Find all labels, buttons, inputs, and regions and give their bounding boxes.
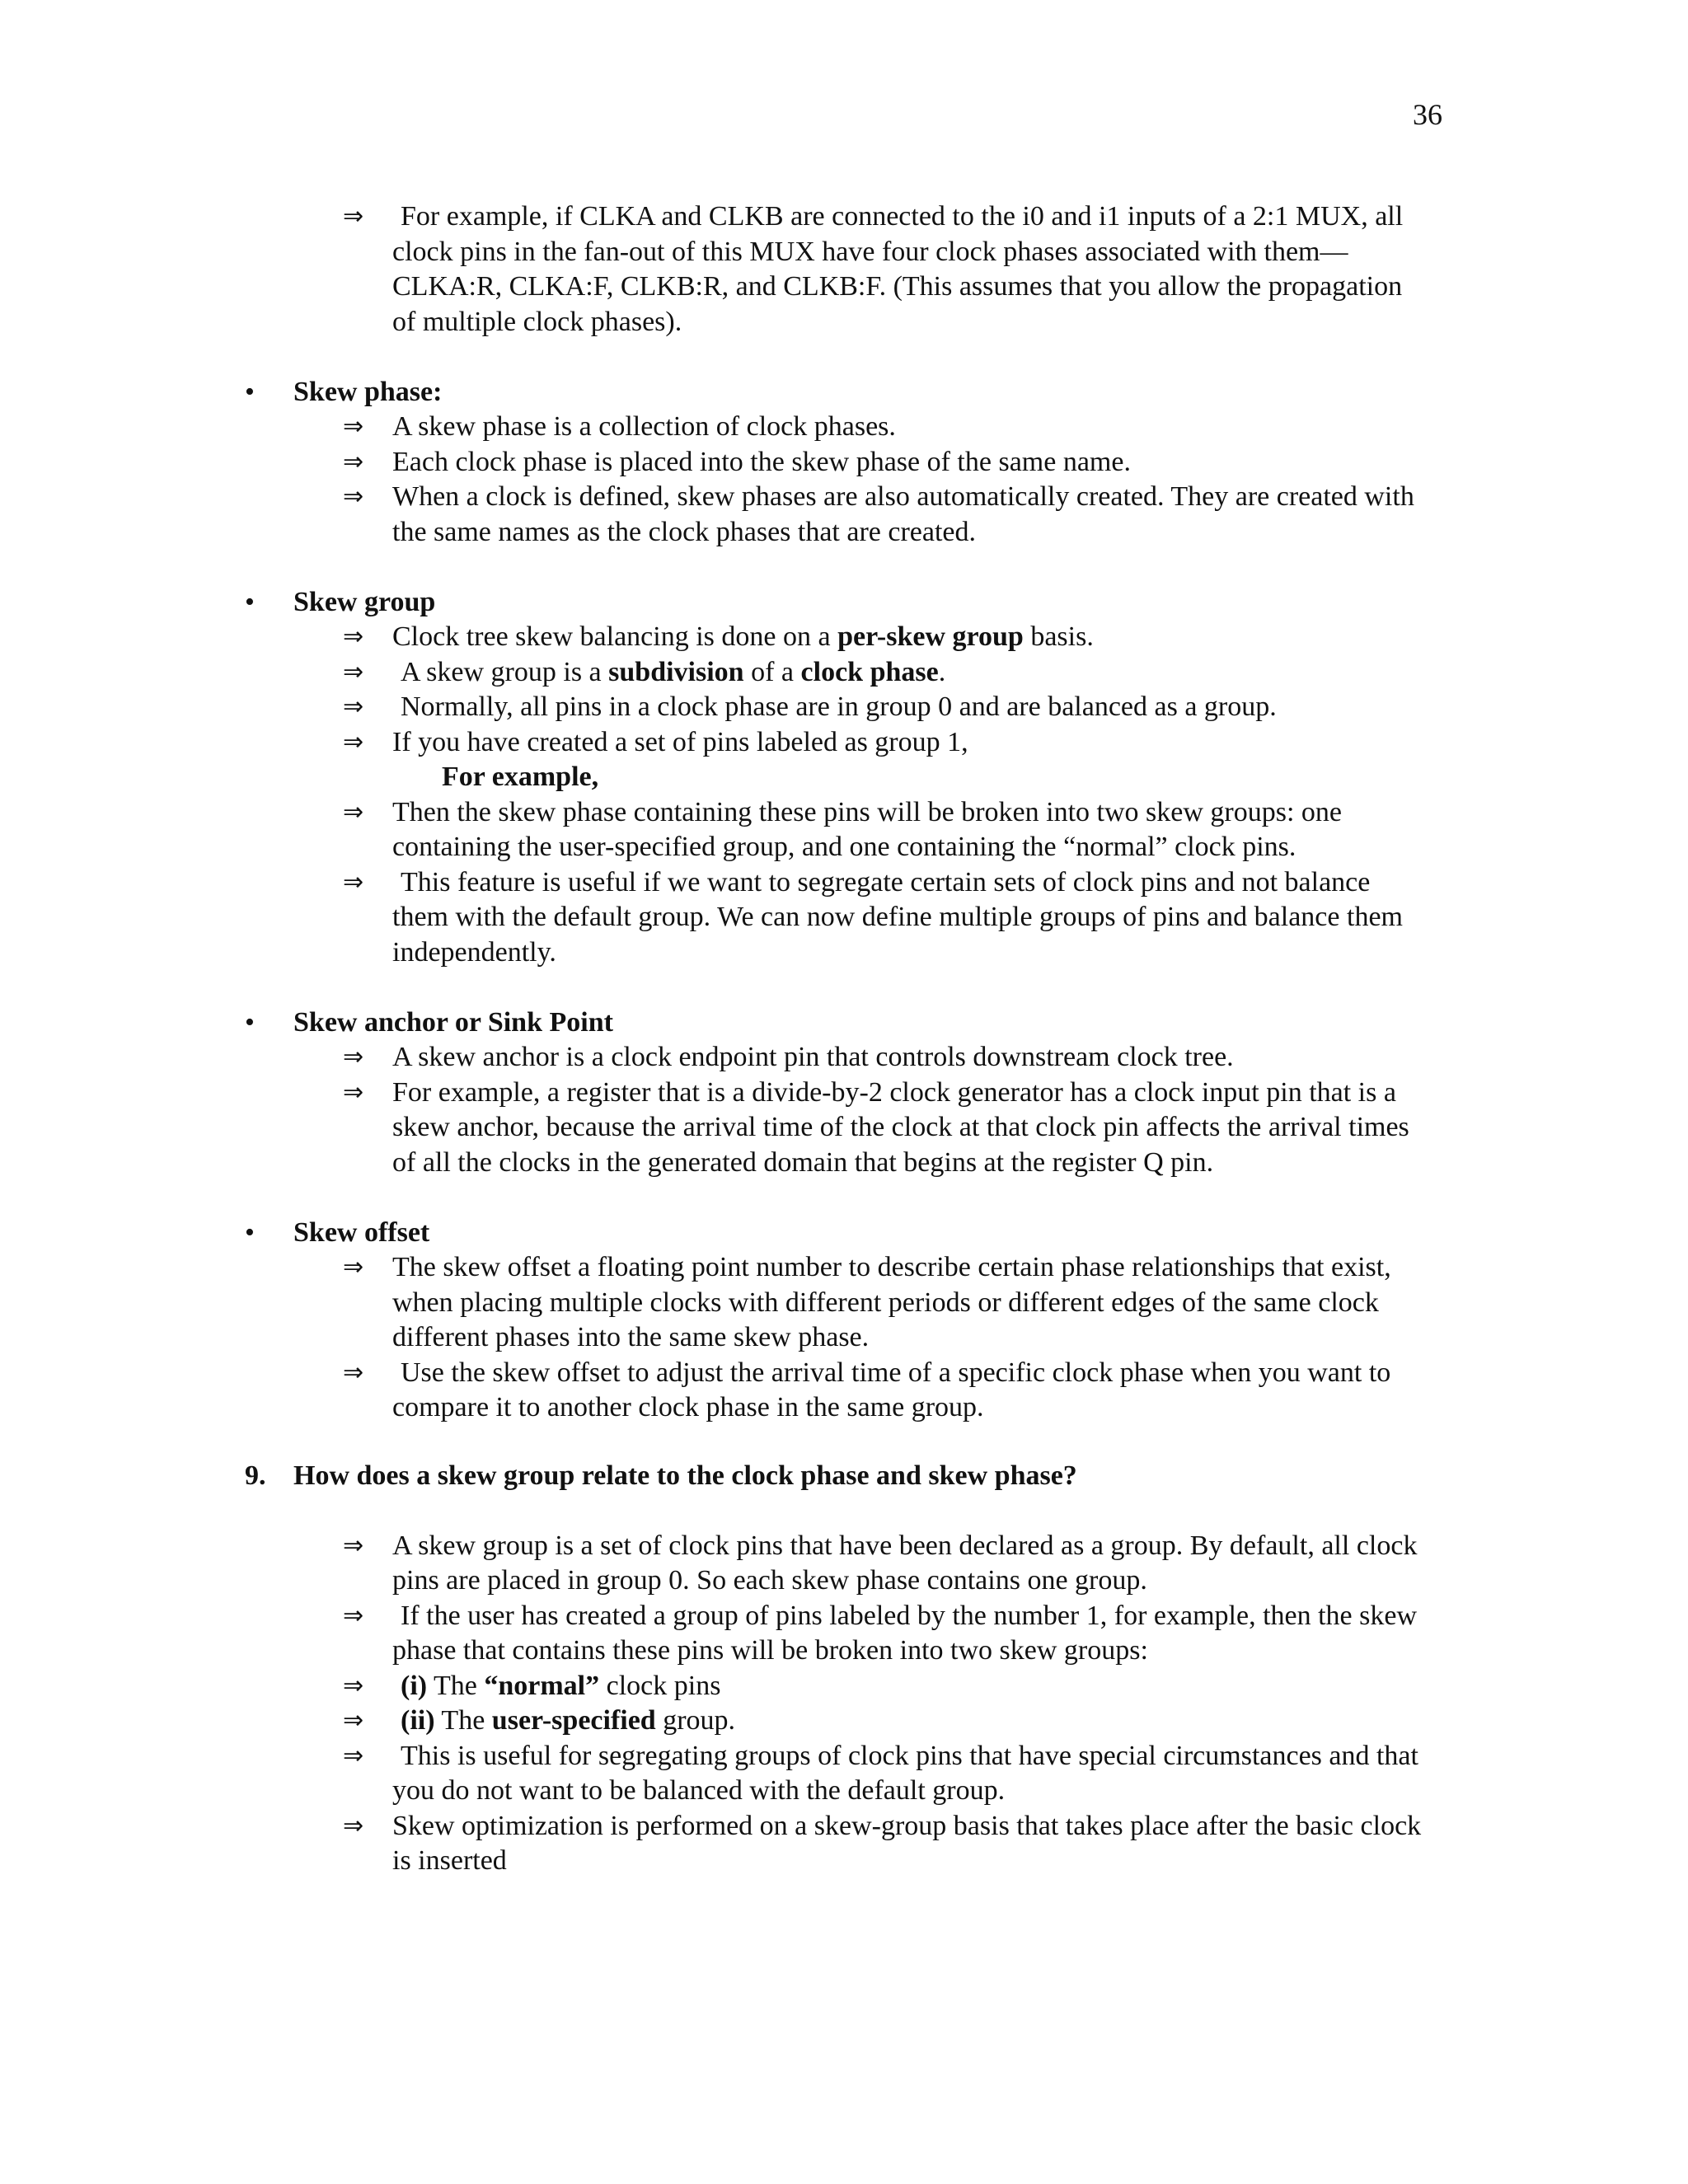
- bullet-icon: •: [245, 586, 255, 617]
- implies-arrow-icon: ⇒: [343, 867, 364, 897]
- list-item: [0, 445, 1431, 480]
- bullet-icon: •: [245, 1006, 255, 1038]
- intro-item: [0, 199, 1431, 340]
- implies-arrow-icon: ⇒: [343, 1671, 364, 1700]
- implies-arrow-icon: ⇒: [343, 482, 364, 511]
- list-item-text: If you have created a set of pins labeled as group 1,: [392, 726, 968, 757]
- bullet-icon: •: [245, 1216, 255, 1248]
- list-item-text: This is useful for segregating groups of clock pins that have special circumstances and that you do not want to be balanced with the default group.: [392, 1740, 1418, 1806]
- list-item-text: The skew offset a floating point number to describe certain phase relationships that exist, when placing multiple clocks with different periods or different edges of the same clock different phases into the same skew phase.: [392, 1252, 1391, 1352]
- list-item-text: If the user has created a group of pins labeled by the number 1, for example, then the skew phase that contains these pins will be broken into two skew groups:: [392, 1600, 1418, 1666]
- list-item: [0, 1040, 1431, 1076]
- implies-arrow-icon: ⇒: [343, 1357, 364, 1387]
- list-item-text: (ii) The user-specified group.: [401, 1705, 736, 1736]
- list-item-text: Skew optimization is performed on a skew-group basis that takes place after the basic clock is inserted: [392, 1810, 1422, 1876]
- question-9-heading: [0, 1459, 1688, 1494]
- implies-arrow-icon: ⇒: [343, 447, 364, 476]
- intro-text: For example, if CLKA and CLKB are connected to the i0 and i1 inputs of a 2:1 MUX, all clock pins in the fan-out of this MUX have four clock phases associated with them—CLKA:R, CLKA:F, CLKB:R, and CLKB:F. (This assumes that you allow the propagation of multiple clock phases).: [392, 201, 1404, 337]
- skew-anchor-heading-text: Skew anchor or Sink Point: [293, 1006, 613, 1038]
- list-item: [0, 795, 1431, 865]
- implies-arrow-icon: ⇒: [343, 727, 364, 757]
- skew-group-heading: [0, 585, 1688, 621]
- list-item: [0, 1250, 1431, 1356]
- list-item-text: Clock tree skew balancing is done on a per-skew group basis.: [392, 621, 1094, 652]
- implies-arrow-icon: ⇒: [343, 692, 364, 721]
- skew-anchor-heading: [0, 1005, 1688, 1041]
- list-item: [0, 865, 1431, 971]
- list-item-text: When a clock is defined, skew phases are also automatically created. They are created with the same names as the clock phases that are created.: [392, 481, 1414, 547]
- list-item: [0, 480, 1431, 550]
- page-number: 36: [1413, 98, 1442, 131]
- list-item: [0, 1356, 1431, 1426]
- implies-arrow-icon: ⇒: [343, 1043, 364, 1071]
- list-item: [0, 1076, 1431, 1181]
- list-item: [0, 1809, 1431, 1879]
- list-item-text: A skew phase is a collection of clock phases.: [392, 411, 896, 442]
- implies-arrow-icon: ⇒: [343, 1811, 364, 1840]
- list-item-text: Use the skew offset to adjust the arrival time of a specific clock phase when you want to compare it to another clock phase in the same group.: [392, 1357, 1391, 1422]
- document-body: [0, 199, 1688, 1879]
- implies-arrow-icon: ⇒: [343, 1253, 364, 1282]
- list-item: [0, 1739, 1431, 1809]
- list-item-text: Then the skew phase containing these pins will be broken into two skew groups: one containing the user-specified group, and one containing the “normal” clock pins.: [392, 796, 1342, 862]
- list-item-text: A skew anchor is a clock endpoint pin that controls downstream clock tree.: [392, 1042, 1234, 1072]
- implies-arrow-icon: ⇒: [343, 1077, 364, 1107]
- list-item: [0, 1669, 1431, 1704]
- implies-arrow-icon: ⇒: [343, 622, 364, 651]
- list-item-text: A skew group is a set of clock pins that have been declared as a group. By default, all clock pins are placed in group 0. So each skew phase contains one group.: [392, 1530, 1418, 1596]
- list-item: [0, 1529, 1431, 1599]
- example-label: For example,: [442, 762, 599, 792]
- implies-arrow-icon: ⇒: [343, 412, 364, 441]
- list-item-text: (i) The “normal” clock pins: [401, 1670, 721, 1701]
- question-9-heading-text: How does a skew group relate to the clock phase and skew phase?: [293, 1460, 1077, 1491]
- list-item-text: For example, a register that is a divide-by-2 clock generator has a clock input pin that is a skew anchor, because the arrival time of the clock at that clock pin affects the arrival times of all the clocks in the generated domain that begins at the register Q pin.: [392, 1076, 1409, 1178]
- implies-arrow-icon: ⇒: [343, 1530, 364, 1560]
- implies-arrow-icon: ⇒: [343, 1706, 364, 1735]
- skew-offset-heading-text: Skew offset: [293, 1216, 430, 1248]
- skew-phase-heading: [0, 375, 1688, 410]
- skew-group-heading-text: Skew group: [293, 586, 436, 617]
- implies-arrow-icon: ⇒: [343, 657, 364, 687]
- list-item: [0, 690, 1431, 725]
- list-item: [0, 655, 1431, 691]
- bullet-icon: •: [245, 376, 255, 407]
- list-item-text: Normally, all pins in a clock phase are in group 0 and are balanced as a group.: [401, 691, 1277, 722]
- list-item: [0, 620, 1431, 655]
- implies-arrow-icon: ⇒: [343, 1741, 364, 1770]
- list-item: [0, 1704, 1431, 1739]
- skew-offset-heading: [0, 1216, 1688, 1251]
- list-item: [0, 410, 1431, 445]
- list-item: [0, 725, 1431, 761]
- skew-phase-heading-text: Skew phase:: [293, 376, 443, 407]
- list-item-text: A skew group is a subdivision of a clock phase.: [401, 656, 946, 687]
- implies-arrow-icon: ⇒: [343, 202, 364, 231]
- implies-arrow-icon: ⇒: [343, 1601, 364, 1630]
- list-item-text: Each clock phase is placed into the skew phase of the same name.: [392, 446, 1131, 477]
- list-item-text: This feature is useful if we want to segregate certain sets of clock pins and not balance them with the default group. We can now define multiple groups of pins and balance them independently.: [392, 866, 1403, 968]
- list-item: [0, 1599, 1431, 1669]
- implies-arrow-icon: ⇒: [343, 797, 364, 827]
- question-number: 9.: [245, 1460, 266, 1491]
